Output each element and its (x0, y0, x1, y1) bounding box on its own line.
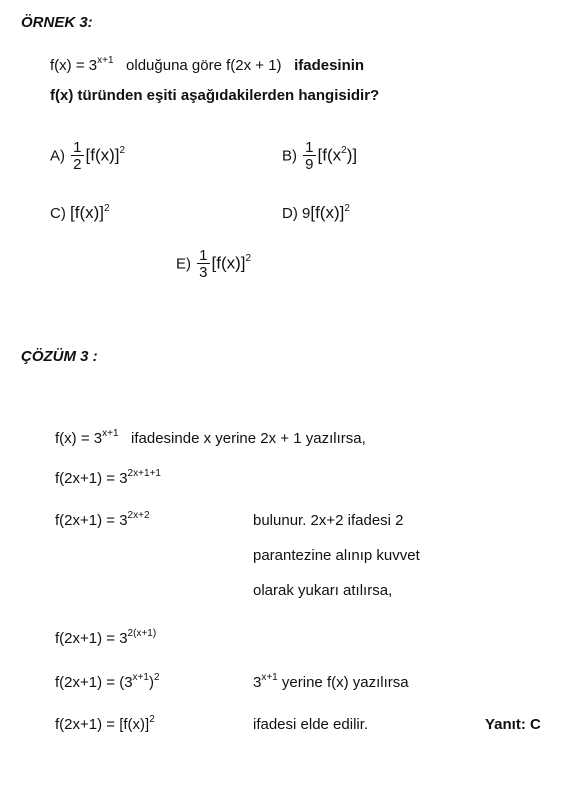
option-b-label: B) (282, 147, 297, 165)
option-a-label: A) (50, 147, 65, 165)
option-b-body: [f(x (317, 145, 342, 165)
option-a[interactable] (50, 140, 125, 173)
fraction-1-3: $\frac{1}{3}$ (199, 247, 208, 281)
option-e-label: E) (176, 255, 191, 273)
option-e-body: [f(x)] (211, 253, 246, 273)
solution-note-5: ifadesi elde edilir. (253, 716, 369, 733)
option-a-pow: 2 (119, 145, 126, 157)
option-b[interactable]: B) $\frac{1}{9}$ $[f(x^2)]$ (282, 139, 358, 173)
fraction-1-9: $\frac{1}{9}$ (305, 139, 314, 173)
solution-title: ÇÖZÜM 3 : (21, 348, 98, 365)
q-fx: f(x) = 3 (50, 57, 98, 74)
answer-label: Yanıt: C (485, 716, 541, 733)
q-bold: ifadesinin (294, 57, 365, 74)
question-line-1 (50, 57, 364, 74)
option-c-label: C) (50, 205, 66, 222)
solution-line-6: $f(2x+1) = [f(x)]^2$ (55, 714, 155, 733)
question-line-2: f(x) türünden eşiti aşağıdakilerden hangisidir? (50, 87, 380, 104)
option-c-body: [f(x)] (70, 203, 104, 222)
fraction-1-2: $\frac{1}{2}$ (73, 139, 82, 173)
example-title: ÖRNEK 3: (21, 14, 93, 31)
solution-line-4: $f(2x+1) = 3^{2(x+1)}$ (55, 628, 157, 647)
solution-line-1: $f(x) = 3^{x+1}$ ifadesinde x yerine 2x + 1 yazılırsa, (55, 428, 366, 447)
solution-note-2: parantezine alınıp kuvvet (253, 547, 420, 564)
solution-note-4: $3^{x+1}$ yerine f(x) yazılırsa (253, 672, 409, 691)
solution-line-5: $f(2x+1) = (3^{x+1})^2$ (55, 672, 160, 691)
option-d-label: D) 9 (282, 205, 311, 222)
option-d[interactable] (282, 203, 350, 223)
option-b-pow: 2 (341, 145, 347, 157)
option-d-body: [f(x)] (310, 203, 345, 222)
option-e[interactable] (176, 248, 251, 281)
option-d-pow: 2 (344, 203, 350, 214)
q-exp: x+1 (97, 55, 114, 66)
option-e-pow: 2 (245, 253, 252, 265)
solution-note-3: olarak yukarı atılırsa, (253, 582, 393, 599)
solution-note-1: bulunur. 2x+2 ifadesi 2 (253, 512, 404, 529)
solution-line-2: $f(2x+1) = 3^{2x+1+1}$ (55, 468, 161, 487)
option-c[interactable] (50, 203, 110, 223)
option-c-pow: 2 (104, 203, 110, 214)
q-mid: olduğuna göre f(2x + 1) (126, 57, 282, 74)
option-a-body: [f(x)] (85, 145, 120, 165)
solution-line-3: $f(2x+1) = 3^{2x+2}$ (55, 510, 150, 529)
